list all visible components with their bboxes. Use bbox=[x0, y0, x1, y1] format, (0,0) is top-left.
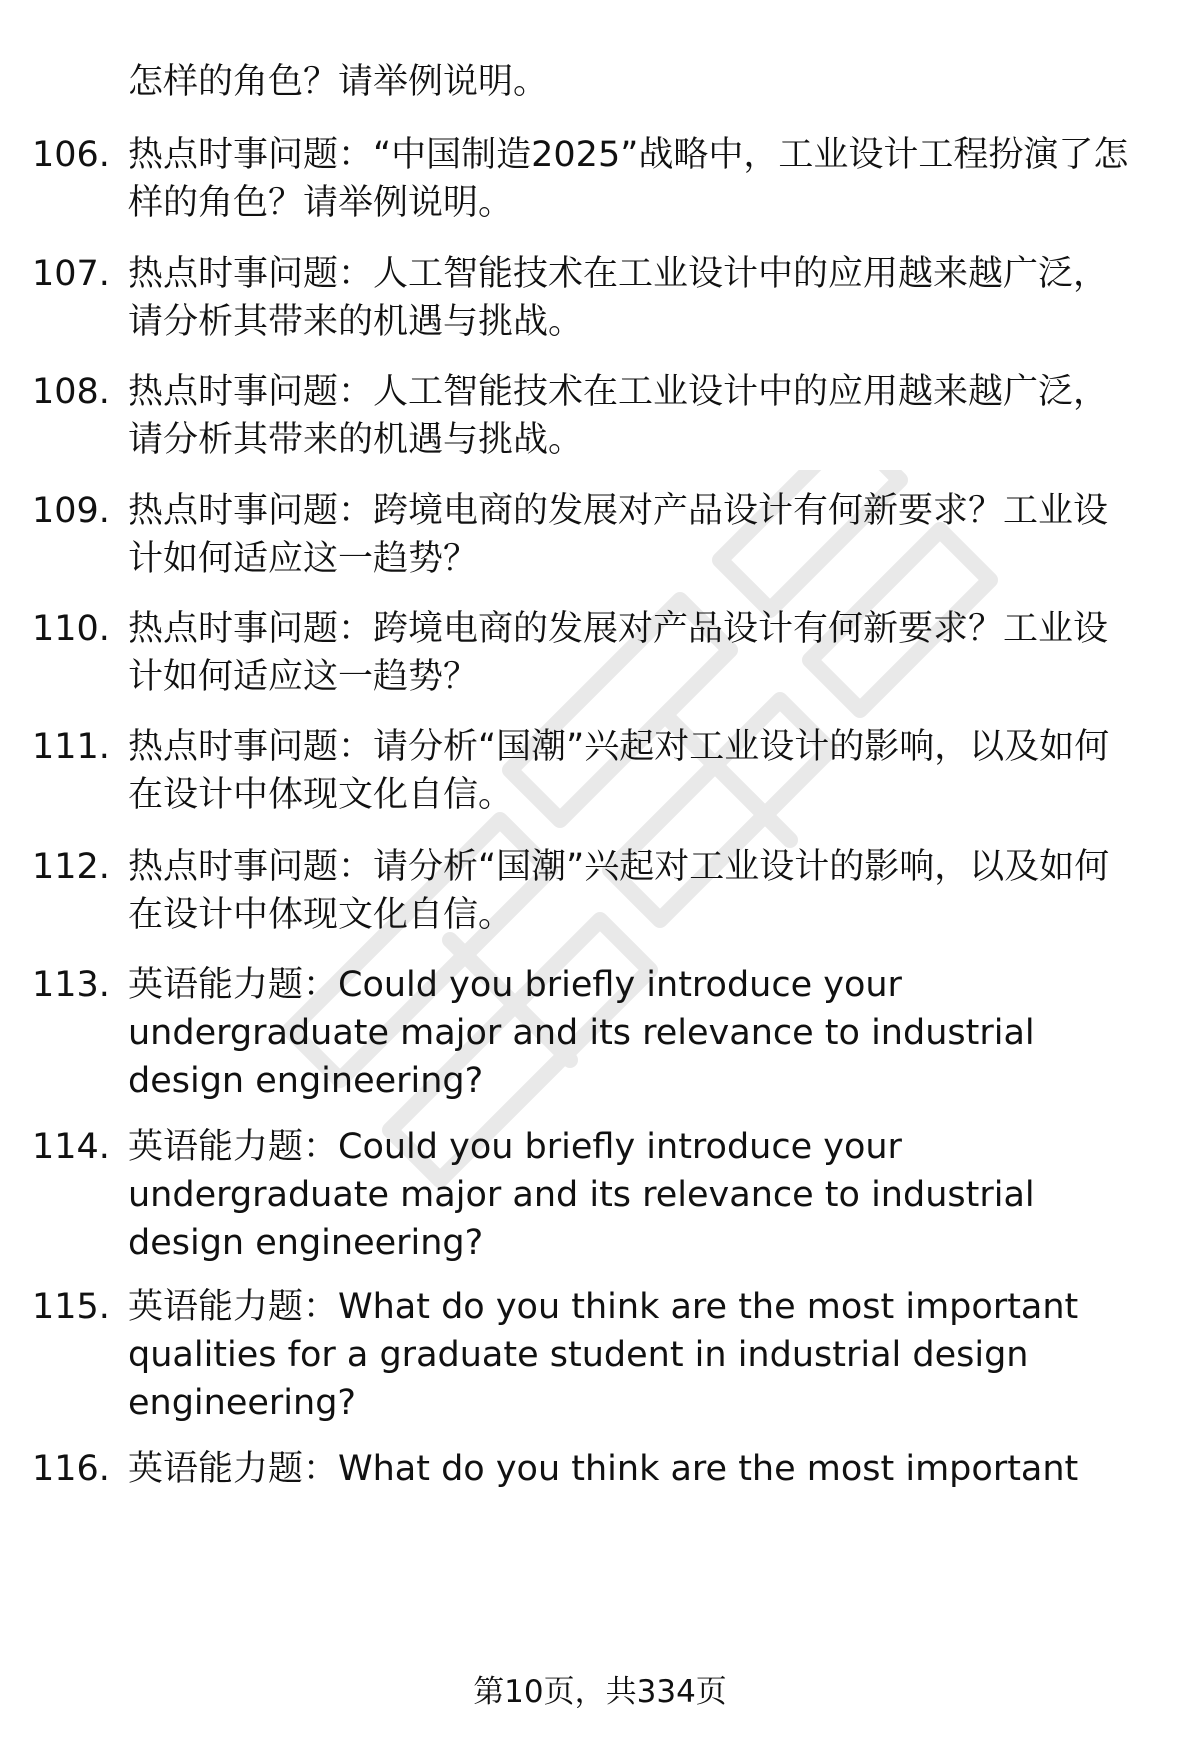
question-text: 热点时事问题：请分析“国潮”兴起对工业设计的影响，以及如何在设计中体现文化自信。 bbox=[128, 727, 1110, 815]
list-item bbox=[32, 131, 1152, 227]
list-item bbox=[32, 368, 1152, 464]
list-item bbox=[32, 961, 1152, 1105]
question-number: 115. bbox=[32, 1287, 110, 1327]
question-text: 英语能力题：What do you think are the most important bbox=[128, 1449, 1079, 1489]
question-number: 107. bbox=[32, 254, 110, 294]
question-number: 113. bbox=[32, 965, 110, 1005]
question-text: 热点时事问题：人工智能技术在工业设计中的应用越来越广泛，请分析其带来的机遇与挑战。 bbox=[128, 372, 1109, 460]
list-item bbox=[32, 487, 1152, 583]
question-text: 热点时事问题：跨境电商的发展对产品设计有何新要求？工业设计如何适应这一趋势？ bbox=[128, 609, 1109, 697]
question-text: 热点时事问题：“中国制造2025”战略中，工业设计工程扮演了怎样的角色？请举例说明。 bbox=[128, 135, 1129, 223]
question-text: 热点时事问题：跨境电商的发展对产品设计有何新要求？工业设计如何适应这一趋势？ bbox=[128, 491, 1109, 579]
question-text: 英语能力题：Could you briefly introduce your undergraduate major and its relevance to industrial design engineering? bbox=[128, 965, 1035, 1101]
list-item bbox=[32, 843, 1152, 939]
question-number: 110. bbox=[32, 609, 110, 649]
continued-question-text: 怎样的角色？请举例说明。 bbox=[128, 62, 549, 102]
question-number: 114. bbox=[32, 1127, 110, 1167]
question-text: 英语能力题：Could you briefly introduce your undergraduate major and its relevance to industrial design engineering? bbox=[128, 1127, 1035, 1263]
question-text: 热点时事问题：请分析“国潮”兴起对工业设计的影响，以及如何在设计中体现文化自信。 bbox=[128, 847, 1110, 935]
list-item bbox=[32, 1283, 1152, 1427]
question-text: 热点时事问题：人工智能技术在工业设计中的应用越来越广泛，请分析其带来的机遇与挑战。 bbox=[128, 254, 1109, 342]
list-item bbox=[32, 723, 1152, 819]
question-text: 英语能力题：What do you think are the most important qualities for a graduate student in industrial design engineering? bbox=[128, 1287, 1079, 1423]
list-item bbox=[32, 605, 1152, 701]
list-item bbox=[32, 1123, 1152, 1267]
list-item bbox=[32, 1445, 1152, 1493]
list-item bbox=[32, 250, 1152, 346]
page-footer: 第10页，共334页 bbox=[473, 1674, 727, 1710]
question-number: 116. bbox=[32, 1449, 110, 1489]
question-number: 112. bbox=[32, 847, 110, 887]
question-number: 108. bbox=[32, 372, 110, 412]
question-number: 106. bbox=[32, 135, 110, 175]
question-number: 109. bbox=[32, 491, 110, 531]
question-number: 111. bbox=[32, 727, 110, 767]
